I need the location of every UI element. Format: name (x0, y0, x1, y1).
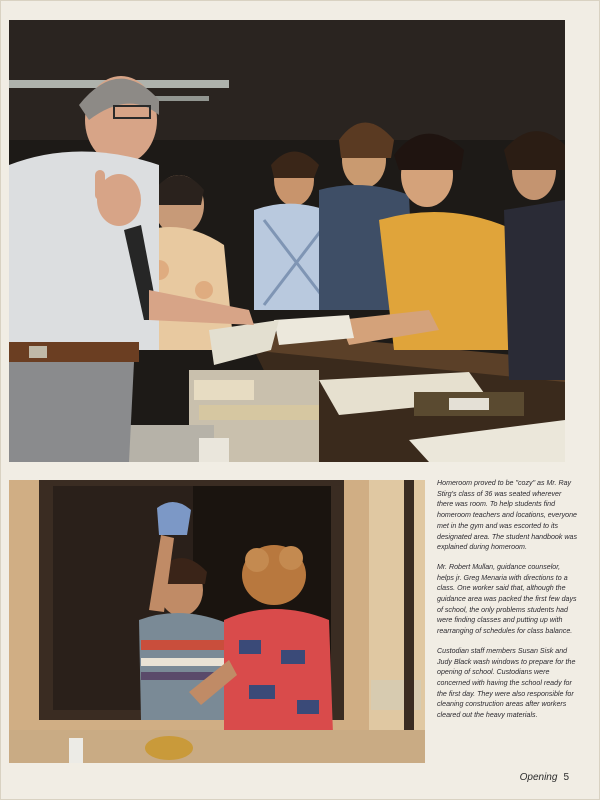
caption-homeroom: Homeroom proved to be "cozy" as Mr. Ray Stirg's class of 36 was seated wherever there was room. To help students find homeroom teachers and locations, everyone met in the gym and was escorted to its designated area. The student handbook was explained during homeroom. (437, 479, 578, 552)
page-folio (520, 772, 569, 783)
caption-guidance: Mr. Robert Mullan, guidance counselor, helps jr. Greg Menaria with directions to a class. One worker said that, although the guidance area was packed the first few days of school, the only problems students had were finding classes and putting up with rearranging of schedules for class balance. (437, 562, 577, 636)
caption-column (437, 478, 577, 730)
section-name: Opening (519, 772, 558, 783)
guidance-office-photo (9, 20, 565, 462)
page-number: 5 (563, 772, 569, 783)
custodians-washing-windows-photo (9, 480, 425, 763)
caption-custodians: Custodian staff members Susan Sisk and Judy Black wash windows to prepare for the opening of school. Custodians were concerned with having the school ready for the first day. They were also responsible for cleaning construction areas after workers cleared out the heavy materials. (437, 646, 576, 720)
